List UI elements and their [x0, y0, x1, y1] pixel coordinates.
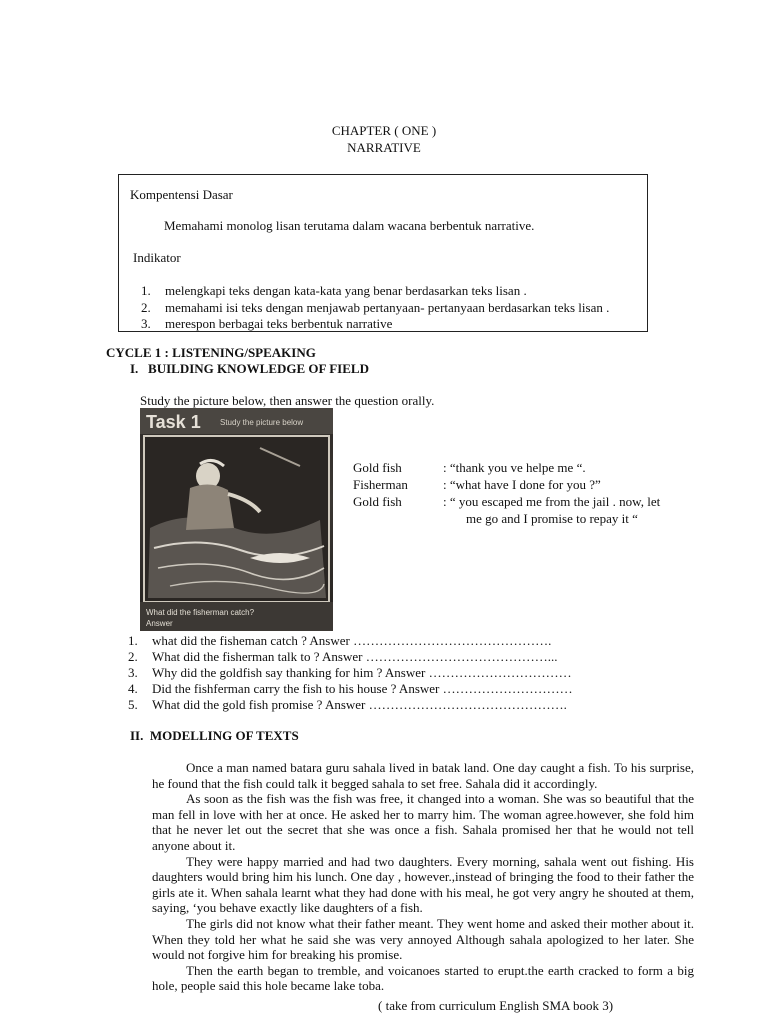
cycle-heading: CYCLE 1 : LISTENING/SPEAKING: [106, 345, 316, 360]
question-item: 3. Why did the goldfish say thanking for him ? Answer ……………………………: [128, 665, 572, 680]
question-list: [128, 633, 573, 713]
story-paragraph: They were happy married and had two daughters. Every morning, sahala went out fishing. His daughters would bring him his lunch. One day , however.,instead of bringing the food to their father the girls ate it. When sahala learnt what they had done with his meal, he got very angry he shouted at them, saying, ‘you behave exactly like daughters of a fish.: [152, 853, 694, 916]
source-citation: ( take from curriculum English SMA book 3): [378, 998, 614, 1013]
indikator-list: [141, 283, 609, 333]
dialog-row: me go and I promise to repay it “: [466, 511, 638, 526]
indikator-label: Indikator: [133, 250, 181, 265]
indikator-item: 2. memahami isi teks dengan menjawab pertanyaan- pertanyaan berdasarkan teks lisan .: [141, 299, 610, 315]
kompetensi-label: Kompentensi Dasar: [130, 187, 233, 202]
story-paragraph: Then the earth began to tremble, and voicanoes started to erupt.the earth cracked to form a big hole, people said this hole became lake toba.: [152, 962, 694, 994]
indikator-item: 1. melengkapi teks dengan kata-kata yang benar berdasarkan teks lisan .: [141, 283, 527, 298]
question-item: 2. What did the fisherman talk to ? Answer ……………………………………...: [128, 649, 558, 664]
story-paragraph: Once a man named batara guru sahala lived in batak land. One day caught a fish. To his surprise, he found that the fish could talk it begged sahala to set free. Sahala did it accordingly.: [152, 760, 694, 791]
question-item: 5. What did the gold fish promise ? Answer ……………………………………….: [128, 697, 567, 712]
story-paragraph: The girls did not know what their father meant. They went home and asked their mother about it. When they told her what he said she was very annoyed Although sahala apologized to her later. She would not forgive him for breaking his promise.: [152, 915, 694, 963]
narrative-text: [152, 760, 694, 994]
photo-caption: What did the fisherman catch?: [146, 608, 255, 617]
photo-header-text: Study the picture below: [220, 418, 304, 427]
task-label: Task 1: [146, 412, 201, 432]
indikator-item: 3. merespon berbagai teks berbentuk narrative: [141, 316, 393, 331]
section-2-heading: II. MODELLING OF TEXTS: [130, 728, 299, 743]
chapter-title: CHAPTER ( ONE ): [331, 123, 437, 138]
story-paragraph: As soon as the fish was the fish was free, it changed into a woman. She was so beautiful that the man fell in love with her at once. He asked her to marry him. The woman agree.however, she fold him that he never let out the secret that she was once a fish. Sahala promised her that he would not tell anyone about it.: [152, 791, 694, 853]
question-item: 4. Did the fishferman carry the fish to his house ? Answer …………………………: [128, 681, 573, 696]
question-item: 1. what did the fisheman catch ? Answer ……………………………………….: [128, 633, 552, 648]
instruction-text: Study the picture below, then answer the question orally.: [140, 393, 435, 408]
chapter-heading: [0, 122, 768, 156]
fisherman-illustration: [140, 408, 333, 631]
kompetensi-box: [118, 174, 648, 332]
photo-answer-label: Answer: [146, 619, 173, 628]
chapter-subtitle: NARRATIVE: [347, 140, 421, 155]
section-1-heading: I. BUILDING KNOWLEDGE OF FIELD: [130, 361, 369, 376]
task-picture: [140, 408, 333, 631]
kompetensi-text: Memahami monolog lisan terutama dalam wacana berbentuk narrative.: [164, 218, 535, 233]
